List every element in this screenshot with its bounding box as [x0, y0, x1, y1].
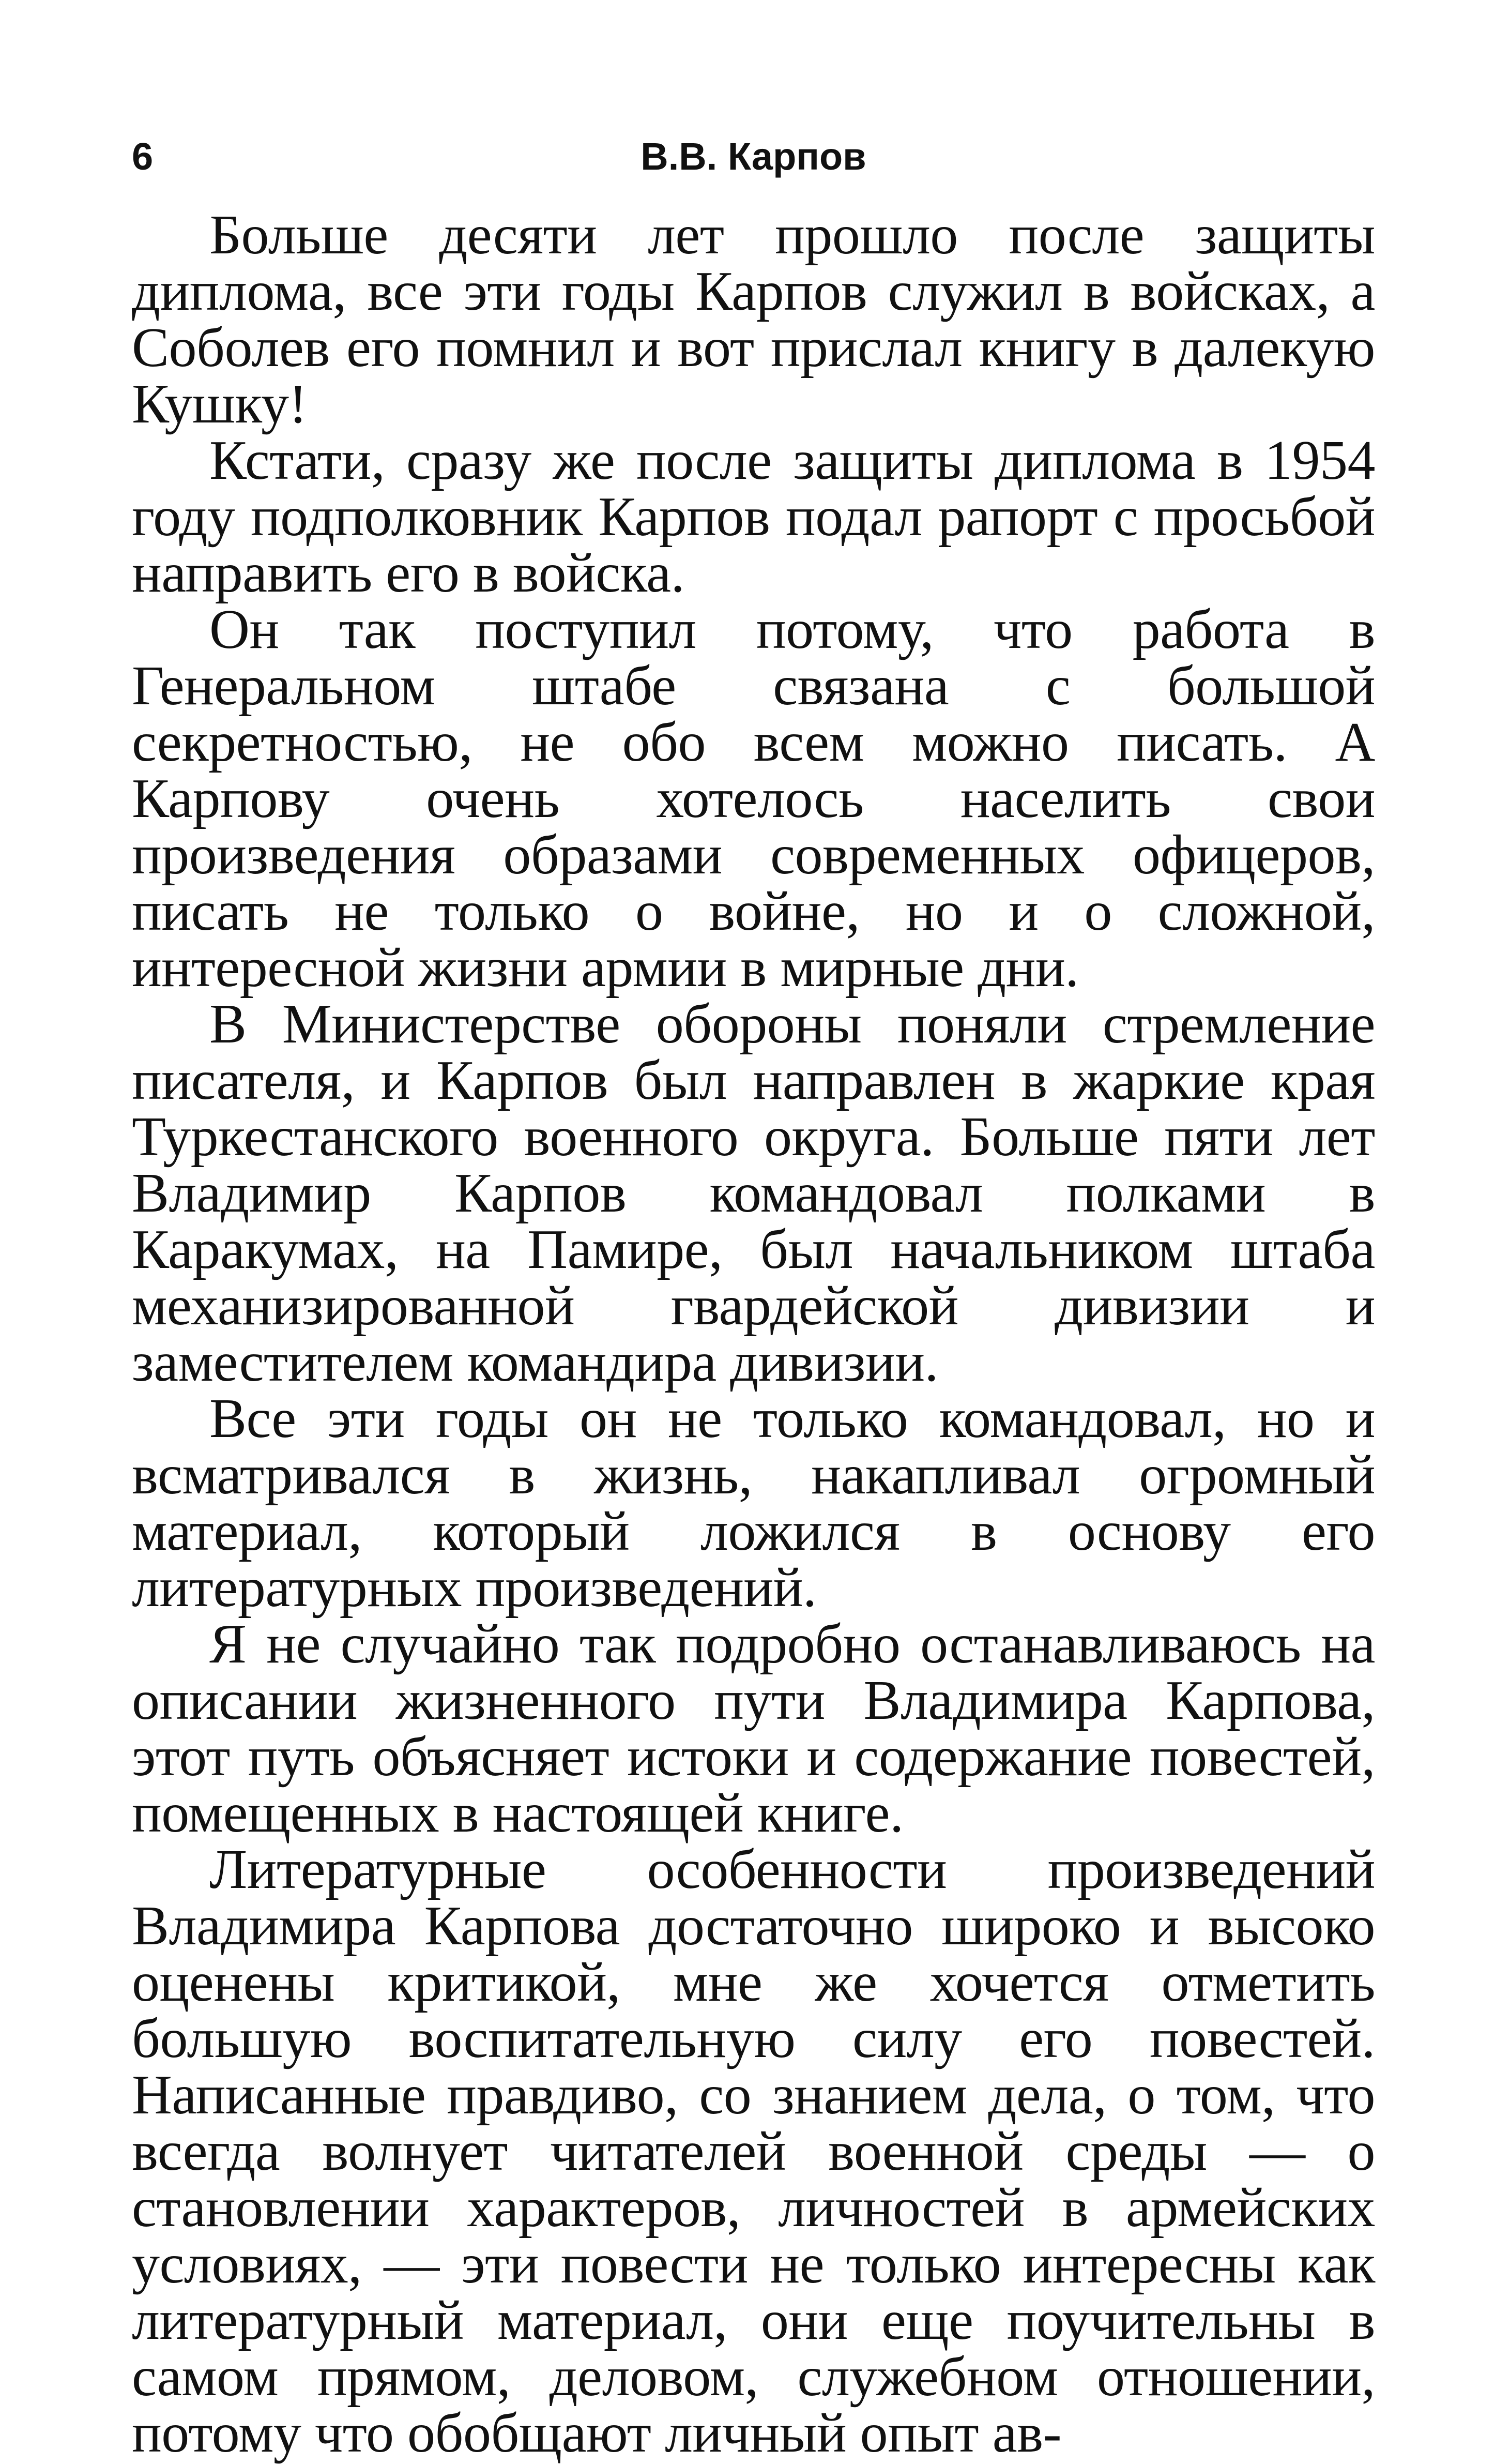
paragraph: Все эти годы он не только командовал, но и всматривался в жизнь, накапливал огромный материал, который ложился в основу его литературных произведений. — [132, 1388, 1375, 1619]
paragraph: В Министерстве обороны поняли стремление писателя, и Карпов был направлен в жаркие края Туркестанского военного округа. Больше пяти лет Владимир Карпов командовал полками в Каракумах, на Памире, был начальником штаба механизированной гвардейской дивизии и заместителем командира дивизии. — [132, 993, 1375, 1393]
book-page — [132, 119, 1375, 2464]
paragraph: Литературные особенности произведений Владимира Карпова достаточно широко и высоко оценены критикой, мне же хочется отметить большую воспитательную силу его повестей. Написанные правдиво, со знанием дела, о том, что всегда волнует читателей военной среды — о становлении характеров, личностей в армейских условиях, — эти повести не только интересны как литературный материал, они еще поучительны в самом прямом, деловом, служебном отношении, потому что обобщают личный опыт ав- — [132, 1839, 1375, 2464]
paragraph: Он так поступил потому, что работа в Генеральном штабе связана с большой секретностью, не обо всем можно писать. А Карпову очень хотелось населить свои произведения образами современных офицеров, писать не только о войне, но и о сложной, интересной жизни армии в мирные дни. — [132, 599, 1375, 999]
body-text — [132, 204, 1375, 2464]
running-head-title: В.В. Карпов — [640, 135, 866, 178]
paragraph: Больше десяти лет прошло после защиты диплома, все эти годы Карпов служил в войсках, а Соболев его помнил и вот прислал книгу в далекую Кушку! — [132, 204, 1375, 435]
paragraph: Я не случайно так подробно останавливаюсь на описании жизненного пути Владимира Карпова, этот путь объясняет истоки и содержание повестей, помещенных в настоящей книге. — [132, 1613, 1375, 1844]
running-head — [132, 119, 1375, 176]
page-number: 6 — [132, 135, 154, 178]
paragraph: Кстати, сразу же после защиты диплома в 1954 году подполковник Карпов подал рапорт с просьбой направить его в войска. — [132, 430, 1375, 604]
